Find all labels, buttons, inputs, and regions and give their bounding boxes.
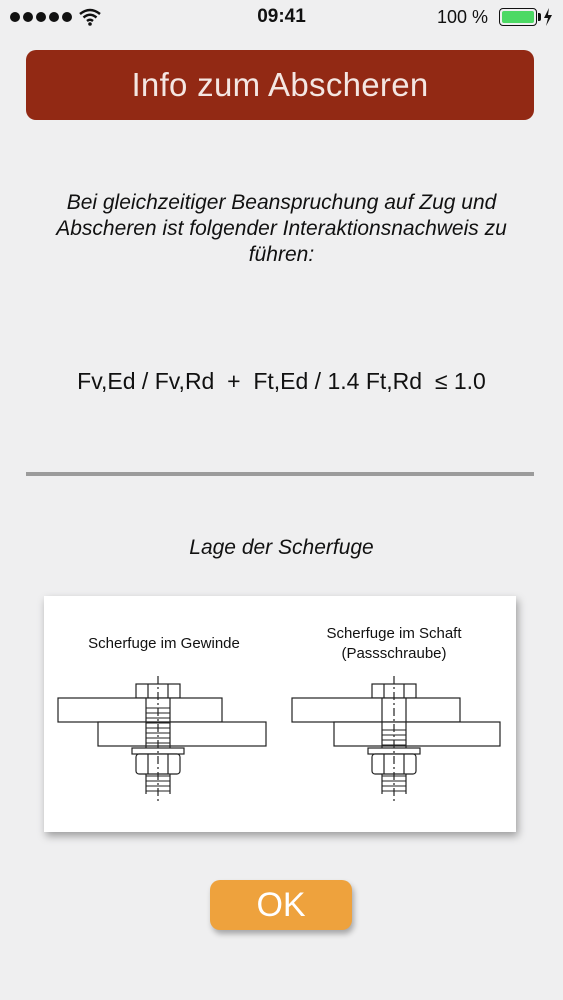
charging-bolt-icon xyxy=(543,8,553,26)
figure-caption: Lage der Scherfuge xyxy=(189,536,374,559)
status-time: 09:41 xyxy=(257,6,306,27)
battery-percent: 100 % xyxy=(436,7,488,27)
interaction-formula: Fv,Ed / Fv,Rd + Ft,Ed / 1.4 Ft,Rd ≤ 1.0 xyxy=(77,368,486,394)
bolt-drawings xyxy=(44,596,516,832)
battery-icon xyxy=(499,8,539,26)
status-bar xyxy=(0,0,563,36)
intro-text: Bei gleichzeitiger Beanspruchung auf Zug und Abscheren ist folgender Interaktionsnachweis zu führen: xyxy=(56,191,507,266)
page-title: Info zum Abscheren xyxy=(26,50,534,120)
label-shear-in-shank-line1: Scherfuge im Schaft xyxy=(326,625,462,642)
shear-plane-diagram xyxy=(44,596,516,832)
label-shear-in-thread: Scherfuge im Gewinde xyxy=(88,635,240,652)
ok-button[interactable]: OK xyxy=(210,880,352,930)
label-shear-in-shank-line2: (Passschraube) xyxy=(341,645,447,662)
divider xyxy=(26,472,534,476)
